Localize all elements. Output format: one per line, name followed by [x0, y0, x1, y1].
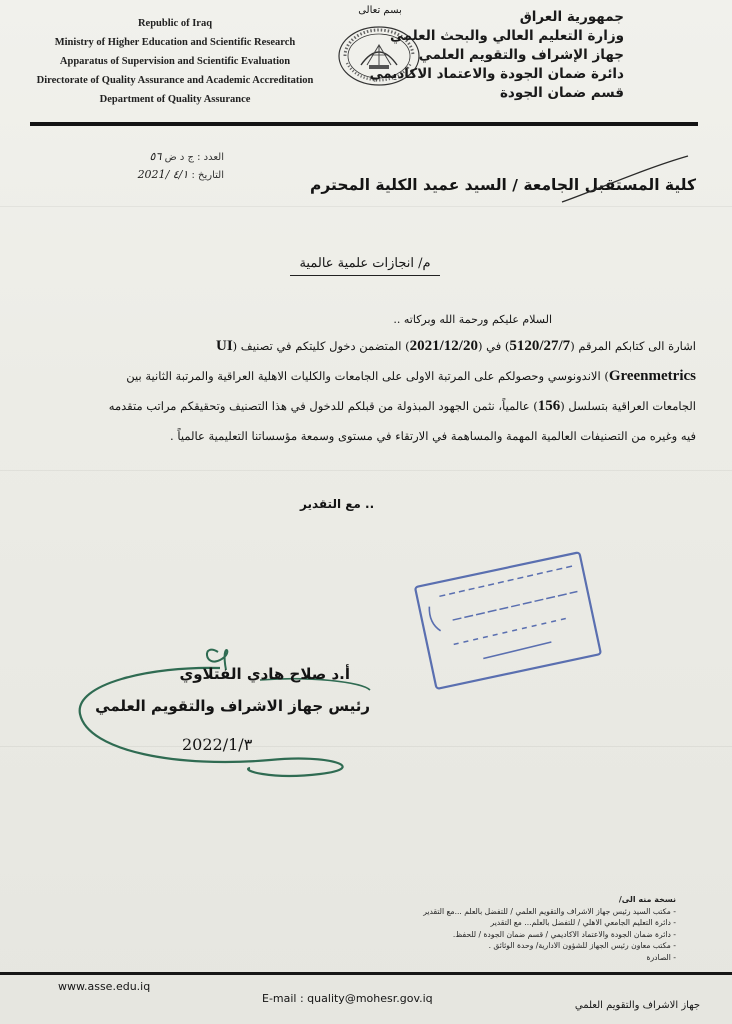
- world-rank-number: 156: [537, 398, 561, 414]
- letterhead-line: وزارة التعليم العالي والبحث العلمي: [389, 28, 624, 44]
- letterhead-line: Ministry of Higher Education and Scientific Research: [54, 37, 296, 48]
- signature-block: [70, 640, 380, 790]
- footer-divider: [0, 972, 732, 975]
- letterhead-line: قسم ضمان الجودة: [499, 85, 624, 101]
- basmala: بسم تعالى: [358, 5, 402, 16]
- body-text: فيه وغيره من التصنيفات العالمية المهمة والمساهمة في الارتقاء في مستوى وسمعة مؤسساتنا التعليمية عالمياً .: [170, 429, 696, 443]
- body-line: [170, 429, 696, 443]
- letterhead-arabic: [324, 8, 624, 103]
- body-line: [109, 398, 696, 415]
- letterhead-english: [20, 14, 330, 109]
- copies-list: [256, 894, 676, 964]
- body-line: [126, 368, 696, 385]
- signature-date: 2022/1/٣: [182, 735, 253, 754]
- letter-reference-number: 5120/27/7: [509, 338, 571, 354]
- ranking-name: UI: [215, 338, 233, 354]
- footer-organization: جهاز الاشراف والتقويم العلمي: [574, 1000, 700, 1011]
- ranking-name: Greenmetrics: [608, 368, 696, 384]
- paper-fold: [0, 470, 732, 471]
- letterhead-line: دائرة ضمان الجودة والاعتماد الاكاديمي: [369, 66, 624, 82]
- letterhead-line: Republic of Iraq: [137, 18, 213, 29]
- copy-recipient: - مكتب معاون رئيس الجهاز للشؤون الادارية/ وحدة الوثائق .: [488, 941, 676, 951]
- letterhead-line: Directorate of Quality Assurance and Academic Accreditation: [36, 75, 314, 86]
- copy-recipient: - دائرة التعليم الجامعي الاهلي / للتفضل بالعلم... مع التقدير: [490, 918, 676, 928]
- letterhead-line: جهاز الإشراف والتقويم العلمي: [418, 47, 624, 63]
- body-text: ) الاندونوسي وحصولكم على المرتبة الاولى على الجامعات والكليات الاهلية العراقية والمرتبة الثانية بين: [126, 369, 609, 383]
- reference-date-label: التاريخ :: [191, 170, 224, 181]
- copy-recipient: - دائرة ضمان الجودة والاعتماد الاكاديمي / قسم ضمان الجودة / للحفظ.: [452, 929, 676, 939]
- body-text: ) عالمياً، نثمن الجهود المبذولة من قبلكم للدخول في هذا التصنيف وتحقيقكم مراتب متقدمه: [108, 399, 538, 413]
- body-text: اشارة الى كتابكم المرقم (: [570, 339, 696, 353]
- letterhead-line: Apparatus of Supervision and Scientific Evaluation: [59, 56, 291, 67]
- copy-recipient-text: دائرة ضمان الجودة والاعتماد الاكاديمي / قسم ضمان الجودة / للحفظ.: [452, 929, 671, 939]
- reference-block: [64, 148, 224, 184]
- received-stamp: [406, 547, 606, 695]
- signatory-name: أ.د صلاح هادي الفتلاوي: [179, 665, 350, 683]
- reference-date: [64, 166, 224, 184]
- copy-recipient-text: مكتب السيد رئيس جهاز الاشراف والتقويم العلمي / للتفضل بالعلم ...مع التقدير: [423, 906, 671, 916]
- copy-recipient-text: دائرة التعليم الجامعي الاهلي / للتفضل بالعلم... مع التقدير: [490, 918, 671, 928]
- pen-strike-mark: [556, 150, 726, 210]
- body-text: ) المتضمن دخول كليتكم في تصنيف (: [232, 339, 410, 353]
- letterhead-line: Department of Quality Assurance: [99, 94, 251, 105]
- copy-recipient-text: الصادرة: [646, 952, 671, 962]
- greeting: السلام عليكم ورحمة الله وبركاته ..: [393, 313, 552, 326]
- copy-recipient-text: مكتب معاون رئيس الجهاز للشؤون الادارية/ وحدة الوثائق .: [488, 941, 671, 951]
- subject-line: م/ انجازات علمية عالمية: [290, 256, 440, 276]
- body-line: اشارة الى كتابكم المرقم (5120/27/7) في (2021/12/20) المتضمن دخول كليتكم في تصنيف (UI: [215, 338, 696, 354]
- reference-date-value: ٤/١ /2021: [137, 168, 189, 181]
- signatory-title: رئيس جهاز الاشراف والتقويم العلمي: [95, 697, 370, 715]
- header-divider: [30, 122, 698, 126]
- footer-email[interactable]: E-mail : quality@mohesr.gov.iq: [262, 992, 433, 1005]
- footer-website[interactable]: www.asse.edu.iq: [58, 980, 151, 993]
- copies-heading: نسخة منه الى/: [618, 895, 676, 904]
- handwritten-signature: [70, 640, 380, 790]
- addressee: كلية المستقبل الجامعة / السيد عميد الكلية المحترم: [310, 176, 696, 194]
- copy-recipient: - الصادرة: [646, 952, 676, 962]
- reference-number: [64, 148, 224, 166]
- body-text: ) في: [486, 339, 510, 353]
- reference-number-value: ٥٦: [149, 150, 162, 163]
- reference-number-label: العدد : ج د ض: [164, 152, 224, 163]
- letterhead-line: جمهورية العراق: [519, 9, 624, 25]
- copy-recipient: - مكتب السيد رئيس جهاز الاشراف والتقويم العلمي / للتفضل بالعلم ...مع التقدير: [423, 906, 676, 916]
- letter-date: 2021/12/20: [409, 338, 478, 354]
- body-text: الجامعات العراقية بتسلسل (: [560, 399, 696, 413]
- closing-regards: .. مع التقدير: [300, 497, 375, 511]
